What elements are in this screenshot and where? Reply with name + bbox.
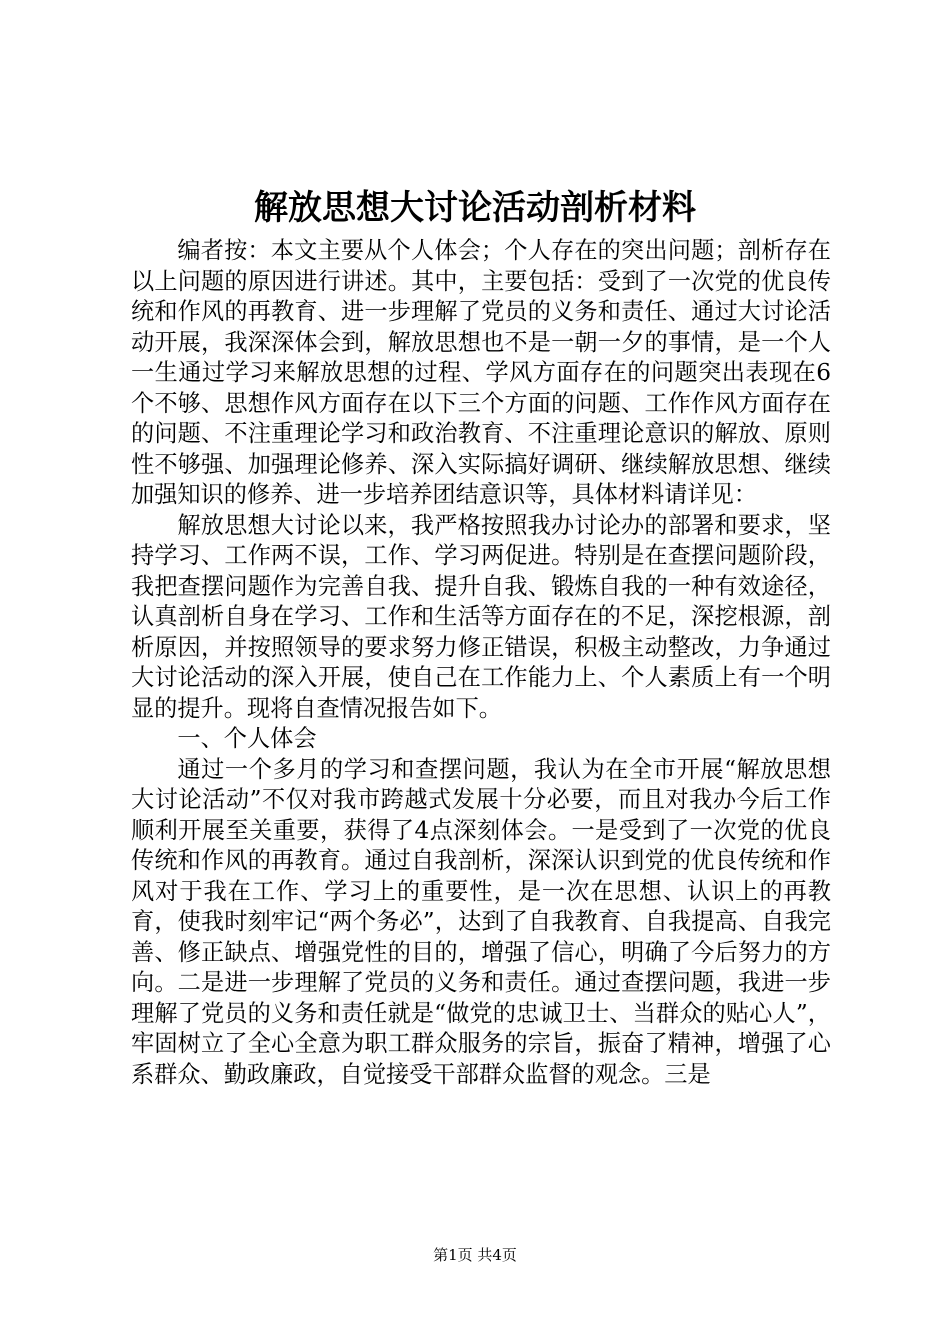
document-title: 解放思想大讨论活动剖析材料: [254, 188, 696, 228]
document-body: [131, 236, 831, 1090]
section-paragraph: 通过一个多月的学习和查摆问题，我认为在全市开展“解放思想大讨论活动”不仅对我市跨越式发展十分必要，而且对我办今后工作顺利开展至关重要，获得了4点深刻体会。一是受到了一次党的优良传统和作风的再教育。通过自我剖析，深深认识到党的优良传统和作风对于我在工作、学习上的重要性，是一次在思想、认识上的再教育，使我时刻牢记“两个务必”，达到了自我教育、自我提高、自我完善、修正缺点、增强党性的目的，增强了信心，明确了今后努力的方向。二是进一步理解了党员的义务和责任。通过查摆问题，我进一步理解了党员的义务和责任就是“做党的忠诚卫士、当群众的贴心人”，牢固树立了全心全意为职工群众服务的宗旨，振奋了精神，增强了心系群众、勤政廉政，自觉接受干部群众监督的观念。三是: [131, 755, 831, 1088]
intro-paragraph: 解放思想大讨论以来，我严格按照我办讨论办的部署和要求，坚持学习、工作两不误，工作、学习两促进。特别是在查摆问题阶段，我把查摆问题作为完善自我、提升自我、锻炼自我的一种有效途径，认真剖析自身在学习、工作和生活等方面存在的不足，深挖根源，剖析原因，并按照领导的要求努力修正错误，积极主动整改，力争通过大讨论活动的深入开展，使自己在工作能力上、个人素质上有一个明显的提升。现将自查情况报告如下。: [131, 511, 831, 722]
editor-note-paragraph: 编者按：本文主要从个人体会；个人存在的突出问题；剖析存在以上问题的原因进行讲述。其中，主要包括：受到了一次党的优良传统和作风的再教育、进一步理解了党员的义务和责任、通过大讨论活动开展，我深深体会到，解放思想也不是一朝一夕的事情，是一个人一生通过学习来解放思想的过程、学风方面存在的问题突出表现在6个不够、思想作风方面存在以下三个方面的问题、工作作风方面存在的问题、不注重理论学习和政治教育、不注重理论意识的解放、原则性不够强、加强理论修养、深入实际搞好调研、继续解放思想、继续加强知识的修养、进一步培养团结意识等，具体材料请详见：: [131, 237, 831, 508]
section-heading: 一、个人体会: [177, 725, 317, 752]
page-footer: 第1页 共4页: [433, 1246, 517, 1264]
